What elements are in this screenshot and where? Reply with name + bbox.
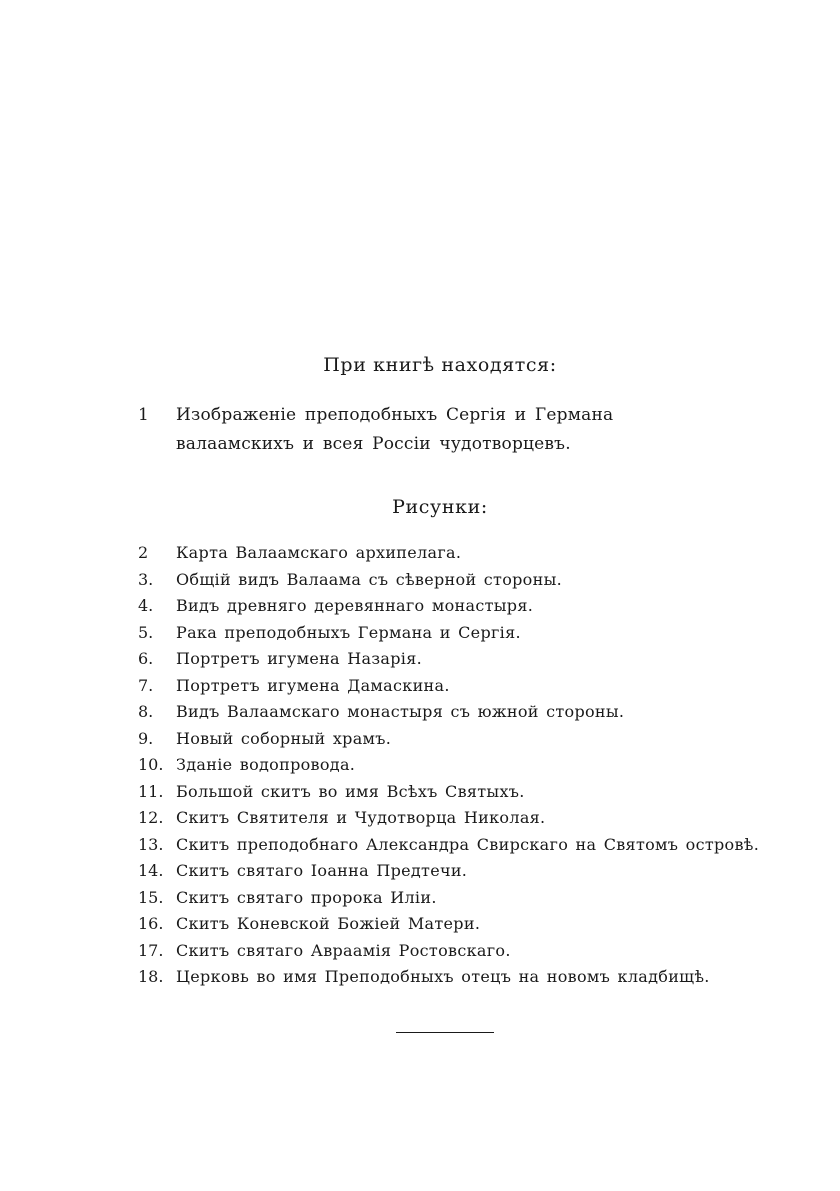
figure-text: Скитъ Коневской Божіей Матери. bbox=[176, 914, 481, 933]
figure-text: Скитъ святаго Авраамія Ростовскаго. bbox=[176, 940, 511, 960]
figure-number: 5. bbox=[138, 622, 154, 642]
figure-item bbox=[138, 885, 758, 912]
figure-text: Церковь во имя Преподобныхъ отецъ на новомъ кладбищѣ. bbox=[176, 967, 710, 986]
figure-item bbox=[138, 567, 758, 594]
figure-item bbox=[138, 805, 758, 832]
figure-number: 13. bbox=[138, 834, 164, 854]
figure-item bbox=[138, 726, 758, 753]
figure-number: 2 bbox=[138, 543, 149, 562]
figure-number: 6. bbox=[138, 649, 154, 668]
figure-text: Общій видъ Валаама съ сѣверной стороны. bbox=[176, 569, 562, 589]
figure-text: Зданіе водопровода. bbox=[176, 755, 356, 774]
figure-number: 18. bbox=[138, 967, 164, 986]
figure-item bbox=[138, 673, 758, 700]
figure-number: 17. bbox=[138, 940, 164, 960]
figure-text: Карта Валаамскаго архипелага. bbox=[176, 543, 462, 562]
item-number: 1 bbox=[138, 405, 149, 425]
figure-item bbox=[138, 646, 758, 673]
end-divider bbox=[396, 1032, 494, 1033]
figure-item bbox=[138, 938, 758, 965]
figure-number: 3. bbox=[138, 569, 154, 589]
figure-number: 7. bbox=[138, 675, 154, 695]
figure-item bbox=[138, 593, 758, 620]
figure-number: 11. bbox=[138, 781, 164, 801]
item-text: Изображеніе преподобныхъ Сергія и Германа валаамскихъ и всея Россіи чудотворцевъ. bbox=[176, 405, 614, 454]
figure-item bbox=[138, 620, 758, 647]
figure-item bbox=[138, 540, 758, 567]
figure-number: 4. bbox=[138, 596, 154, 615]
figure-item bbox=[138, 964, 758, 991]
figure-item bbox=[138, 752, 758, 779]
figure-text: Портретъ игумена Назарія. bbox=[176, 649, 422, 668]
figure-number: 10. bbox=[138, 755, 164, 774]
figures-list bbox=[138, 540, 758, 991]
list-item-1 bbox=[138, 401, 738, 459]
figure-item bbox=[138, 911, 758, 938]
figure-number: 16. bbox=[138, 914, 164, 933]
figure-text: Портретъ игумена Дамаскина. bbox=[176, 675, 450, 695]
figure-text: Скитъ Святителя и Чудотворца Николая. bbox=[176, 808, 546, 827]
figure-number: 8. bbox=[138, 702, 154, 721]
figure-text: Скитъ святаго пророка Иліи. bbox=[176, 887, 437, 907]
figure-text: Рака преподобныхъ Германа и Сергія. bbox=[176, 622, 521, 642]
figure-item bbox=[138, 832, 758, 859]
figure-text: Большой скитъ во имя Всѣхъ Святыхъ. bbox=[176, 781, 525, 801]
figure-number: 15. bbox=[138, 887, 164, 907]
page-heading: При книгѣ находятся: bbox=[323, 354, 557, 376]
figure-text: Скитъ преподобнаго Александра Свирскаго на Святомъ островѣ. bbox=[176, 834, 760, 854]
figures-heading: Рисунки: bbox=[392, 496, 488, 518]
figure-item bbox=[138, 779, 758, 806]
figure-number: 9. bbox=[138, 728, 154, 748]
figure-item bbox=[138, 858, 758, 885]
figure-number: 12. bbox=[138, 808, 164, 827]
figure-text: Новый соборный храмъ. bbox=[176, 728, 392, 748]
figure-text: Видъ древняго деревяннаго монастыря. bbox=[176, 596, 534, 615]
figure-text: Видъ Валаамскаго монастыря съ южной стороны. bbox=[176, 702, 625, 721]
figure-item bbox=[138, 699, 758, 726]
figure-text: Скитъ святаго Іоанна Предтечи. bbox=[176, 861, 468, 880]
figure-number: 14. bbox=[138, 861, 164, 880]
